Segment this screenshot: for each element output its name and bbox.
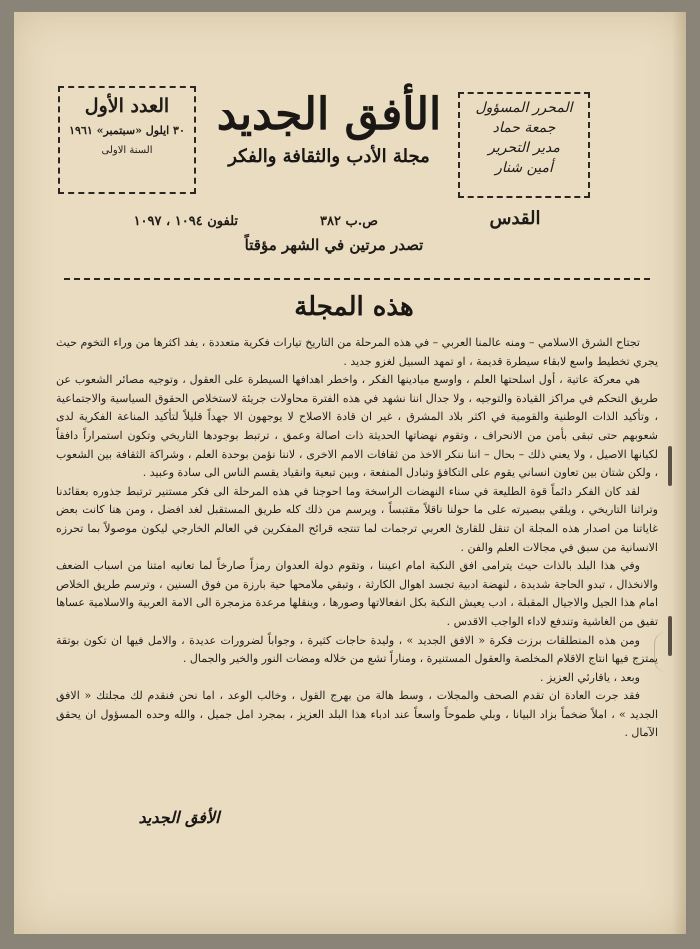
article-paragraph: وبعد ، ياقارئي العزيز . [540, 670, 640, 684]
issue-box [58, 86, 196, 194]
masthead [204, 88, 454, 172]
header-divider [64, 278, 650, 280]
issue-date: ٣٠ ايلول «سبتمبر» ١٩٦١ [69, 124, 185, 137]
city-name: القدس [489, 208, 541, 229]
editor-in-charge-name: جمعة حماد [492, 120, 556, 136]
managing-editor-name: أمين شنار [495, 160, 553, 176]
article-paragraph: هي معركة عاتية ، أول اسلحتها العلم ، واوسع ميادينها الفكر ، واخطر اهدافها السيطرة على العقول ، وتوجيه مصائر الشعوب عن طريق التحكم في مراكز القيادة والتوجيه ، ولا جدال اننا نشهد في هذه الفترة محاولات جريئة لاستخلاص الحقوق السياسية والاجتماعية ، وتأكيد الذات الوطنية والقومية في اكثر بلاد المشرق ، غير ان قادة الاصلاح لا يوجهون الا جهداً قليلاً لتأكيد المناعة الفكرية لدى شعوبهم حتى تبقى بأمن من الانحراف ، وتقوم نهضاتها الحديثة ذات اصالة وعمق ، ترتبط بوجودها التاريخي وتكون استمراراً دافقاً لكيانها الاصيل ، ولا يعني ذلك – بحال – اننا ننكر الاخذ من ثقافات الامم الاخرى ، لاننا نؤمن بوحدة العلم ، وشراكة الثقافة بين الشعوب ، ولكن شتان بين تعاون انساني يقوم على التكافؤ وتبادل المنفعة ، وبين تبعية وانقياد يقسم الناس الى سادة وعبيد . [56, 373, 658, 480]
managing-editor-label: مدير التحرير [488, 140, 560, 156]
publication-frequency: تصدر مرتين في الشهر مؤقتاً [244, 236, 424, 254]
article-paragraph: ومن هذه المنطلقات برزت فكرة « الافق الجديد » ، وليدة حاجات كثيرة ، وجواباً لضرورات عديدة ، والامل فيها ان تكون بوتقة يمتزج فيها انتاج الاقلام المخلصة والعقول المستنيرة ، ومناراً تشع من خلاله ومضات النور والخير والجمال . [56, 633, 658, 666]
article-signature: الأفق الجديد [138, 808, 220, 827]
article-body [56, 334, 658, 804]
article-paragraph: تجتاح الشرق الاسلامي – ومنه عالمنا العربي – في هذه المرحلة من التاريخ تيارات فكرية متعددة ، يفد اكثرها من وراء التخوم حيث يجري تخطيط واسع لابقاء سيطرة قديمة ، او تمهد السبيل لغزو جديد . [56, 336, 658, 368]
staple-top [668, 446, 672, 486]
magazine-title: الأفق الجديد [216, 89, 442, 140]
editor-in-charge-label: المحرر المسؤول [475, 100, 573, 116]
issue-year: السنة الاولى [101, 145, 153, 156]
article-paragraph: وفي هذا البلد بالذات حيث يترامى افق النكبة امام اعيننا ، وتقوم دولة العدوان رمزاً صارخاً لما تعانيه امتنا من اسباب الضعف والانخذال ، تبدو الحاجة شديدة ، لنهضة ادبية تجسد اهوال الكارثة ، وتبقي ملامحها حية بارزة من فوق السنين ، وترسم طريق الخلاص امام هذا الجيل والاجيال المقبلة ، ادب يعيش النكبة بكل انفعالاتها وصورها ، وينقلها مرعدة مزمجرة الى الامة العربية والاسلامية عساها تفيق من الغاشية وتندفع لاداء الواجب الاقدس . [56, 559, 658, 628]
issue-number: العدد الأول [84, 95, 170, 117]
paper-tear [654, 632, 685, 672]
magazine-subtitle: مجلة الأدب والثقافة والفكر [228, 146, 430, 167]
po-box: ص.ب ٣٨٢ [320, 214, 378, 229]
magazine-page [14, 12, 686, 934]
article-title: هذه المجلة [294, 292, 414, 322]
article-paragraph: لقد كان الفكر دائماً قوة الطليعة في سناء النهضات الراسخة وما احوجنا في هذه المرحلة الى فكر مستنير ترتبط جذوره بعقائدنا وتراثنا التاريخي ، ويلقي ببصيرته على ما حولنا ناقلاً مقتبساً ، ويرسم من ذلك كله طريق المستقبل لغد افضل ، ومن هنا كانت بعض غاياتنا من اصدار هذه المجلة ان تنقل للقارئ العربي ترجمات لما تنتجه قرائح المفكرين في العالم الخارجي ليكون موصولاً بما تحرزه الانسانية من سبق في مجالات العلم والفن . [56, 484, 658, 554]
editors-box [458, 92, 590, 198]
article-paragraph: فقد جرت العادة ان تقدم الصحف والمجلات ، وسط هالة من بهرج القول ، وخالب الوعد ، اما نحن فنقدم لك مجلتك « الافق الجديد » ، املاً ضخماً بزاد البيانا ، وبلي طموحاً واسعاً عند ادباء هذا البلد العزيز ، بمجرد امل جميل ، والله وحده المسؤول ان يحقق الآمال . [56, 689, 658, 740]
phone-numbers: تلفون ١٠٩٤ ، ١٠٩٧ [133, 214, 238, 229]
page-edge-shadow [672, 12, 686, 934]
